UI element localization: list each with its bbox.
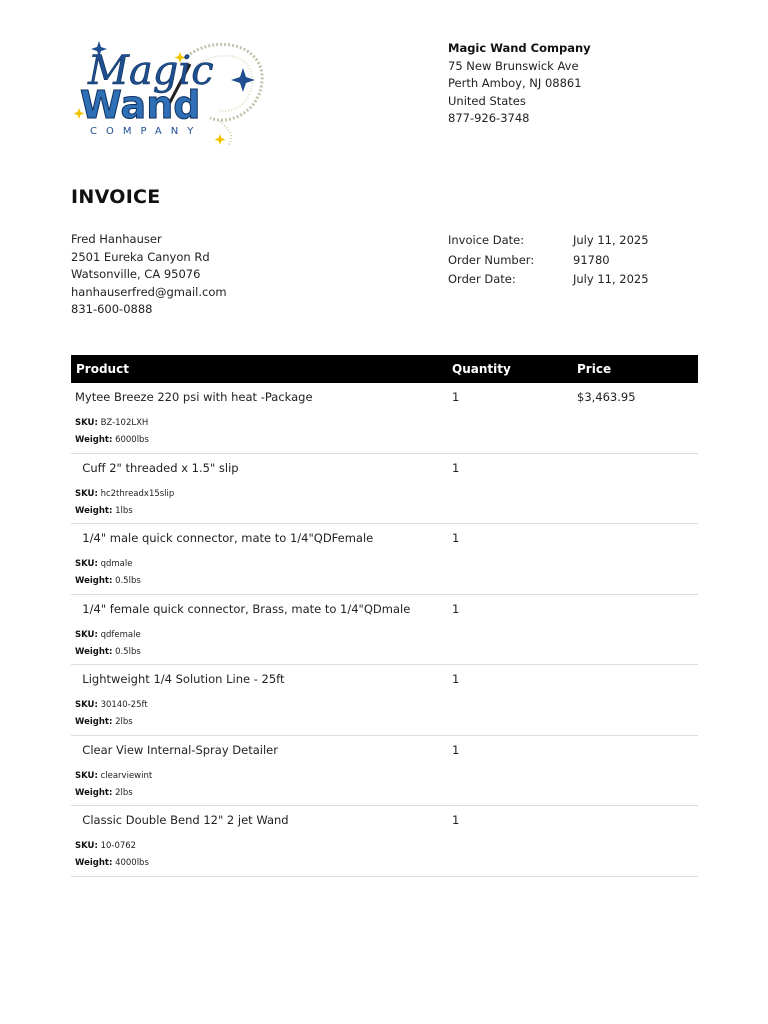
logo-word-wand: Wand <box>80 83 201 127</box>
weight-value: 0.5lbs <box>115 646 141 657</box>
table-header <box>71 355 698 383</box>
table-row <box>71 595 698 666</box>
weight-label: Weight: <box>75 435 113 445</box>
product-weight <box>75 435 149 445</box>
product-name: Classic Double Bend 12" 2 jet Wand <box>75 813 289 827</box>
order-meta <box>448 231 673 290</box>
product-quantity: 1 <box>452 531 460 545</box>
product-sku <box>75 489 174 499</box>
table-row <box>71 806 698 877</box>
product-weight <box>75 506 133 516</box>
product-sku <box>75 630 141 640</box>
meta-label: Order Date: <box>448 272 516 286</box>
weight-value: 0.5lbs <box>115 576 141 586</box>
sku-label: SKU: <box>75 488 98 499</box>
customer-email: hanhauserfred@gmail.com <box>71 284 227 299</box>
logo-word-magic: Magic <box>88 48 214 94</box>
product-quantity: 1 <box>452 390 460 404</box>
table-row <box>71 383 698 454</box>
product-sku <box>75 418 148 428</box>
product-name: Mytee Breeze 220 psi with heat -Package <box>75 390 313 404</box>
product-name: 1/4" male quick connector, mate to 1/4"QDFemale <box>75 531 374 545</box>
product-sku <box>75 700 148 710</box>
company-logo <box>70 36 270 151</box>
sku-label: SKU: <box>75 559 98 569</box>
meta-row-order-number <box>448 251 673 271</box>
meta-label: Order Number: <box>448 252 535 267</box>
company-name: Magic Wand Company <box>448 41 591 55</box>
sku-value: qdfemale <box>100 629 141 640</box>
meta-row-invoice-date <box>448 231 673 251</box>
header-product: Product <box>76 362 129 376</box>
product-name: Lightweight 1/4 Solution Line - 25ft <box>75 672 285 686</box>
meta-value: July 11, 2025 <box>573 272 649 286</box>
sku-label: SKU: <box>75 841 98 851</box>
meta-value: 91780 <box>573 252 610 267</box>
invoice-title: INVOICE <box>71 186 161 208</box>
weight-label: Weight: <box>75 576 113 586</box>
company-phone: 877-926-3748 <box>448 111 530 125</box>
product-sku <box>75 559 132 569</box>
product-weight <box>75 576 141 586</box>
items-table <box>71 355 698 877</box>
product-weight <box>75 717 133 727</box>
table-row <box>71 736 698 807</box>
product-quantity: 1 <box>452 672 460 686</box>
customer-name: Fred Hanhauser <box>71 232 162 246</box>
weight-value: 1lbs <box>115 505 133 516</box>
product-name: Cuff 2" threaded x 1.5" slip <box>75 460 239 475</box>
product-quantity: 1 <box>452 601 460 616</box>
company-city: Perth Amboy, NJ 08861 <box>448 76 582 90</box>
weight-label: Weight: <box>75 787 113 798</box>
weight-value: 6000lbs <box>115 435 149 445</box>
customer-phone: 831-600-0888 <box>71 302 153 316</box>
sku-value: BZ-102LXH <box>100 418 149 428</box>
product-quantity: 1 <box>452 460 460 475</box>
sku-label: SKU: <box>75 629 98 640</box>
meta-row-order-date <box>448 270 673 290</box>
product-quantity: 1 <box>452 742 460 757</box>
product-name: 1/4" female quick connector, Brass, mate to 1/4"QDmale <box>75 601 411 616</box>
product-sku <box>75 771 152 781</box>
customer-city: Watsonville, CA 95076 <box>71 267 201 281</box>
table-row <box>71 454 698 525</box>
sku-value: qdmale <box>100 559 133 569</box>
sku-value: clearviewint <box>100 770 153 781</box>
sku-value: 30140-25ft <box>100 700 148 710</box>
company-country: United States <box>448 93 526 108</box>
product-name: Clear View Internal-Spray Detailer <box>75 742 278 757</box>
weight-label: Weight: <box>75 717 113 727</box>
product-price: $3,463.95 <box>577 390 636 404</box>
sku-label: SKU: <box>75 770 98 781</box>
product-sku <box>75 841 136 851</box>
customer-street: 2501 Eureka Canyon Rd <box>71 249 210 264</box>
product-weight <box>75 647 141 657</box>
sku-value: hc2threadx15slip <box>100 488 175 499</box>
meta-value: July 11, 2025 <box>573 233 649 247</box>
header-price: Price <box>577 362 612 376</box>
billing-address <box>71 231 227 319</box>
sku-value: 10-0762 <box>100 841 137 851</box>
table-row <box>71 665 698 736</box>
table-row <box>71 524 698 595</box>
sku-label: SKU: <box>75 418 98 428</box>
company-street: 75 New Brunswick Ave <box>448 58 579 73</box>
meta-label: Invoice Date: <box>448 233 525 247</box>
product-quantity: 1 <box>452 813 460 827</box>
magic-wand-logo-icon <box>70 36 270 151</box>
product-weight <box>75 858 149 868</box>
logo-word-company: COMPANY <box>90 126 203 137</box>
header-quantity: Quantity <box>452 362 511 376</box>
weight-label: Weight: <box>75 858 113 868</box>
company-address <box>448 40 591 128</box>
weight-label: Weight: <box>75 505 113 516</box>
weight-value: 2lbs <box>115 787 133 798</box>
weight-value: 2lbs <box>115 717 133 727</box>
product-weight <box>75 788 133 798</box>
weight-value: 4000lbs <box>115 858 149 868</box>
sku-label: SKU: <box>75 700 98 710</box>
weight-label: Weight: <box>75 646 113 657</box>
